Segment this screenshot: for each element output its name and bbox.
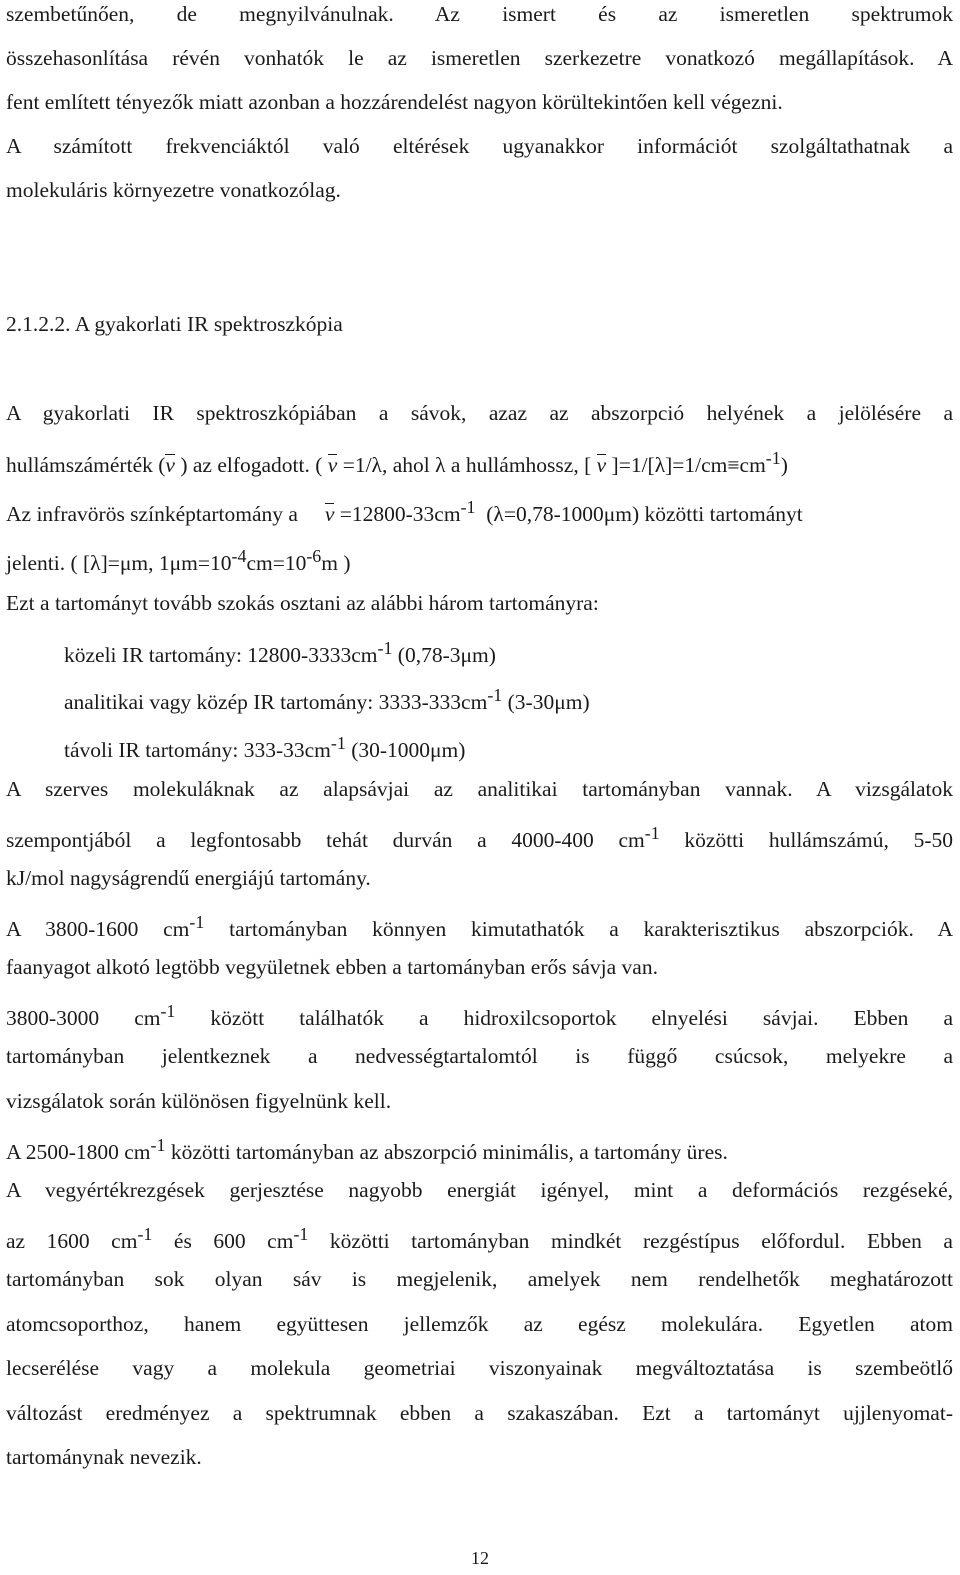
text-line: tartománynak nevezik. — [6, 1445, 202, 1469]
text-line: kJ/mol nagyságrendű energiájú tartomány. — [6, 866, 371, 890]
text-line: az 1600 $cm^{-1}$ és 600 $cm^{-1}$ közötti tartományban mindkét rezgéstípus előfordul. Ebben a — [6, 1224, 953, 1254]
text-line: összehasonlítása révén vonhatók le az ismeretlen szerkezetre vonatkozó megállapítások. A — [6, 46, 953, 70]
text-line: Ezt a tartományt tovább szokás osztani az alábbi három tartományra: — [6, 591, 599, 615]
text-line: A gyakorlati IR spektroszkópiában a sávok, azaz az abszorpció helyének a jelölésére a — [6, 401, 953, 425]
text-line: vizsgálatok során különösen figyelnünk kell. — [6, 1089, 392, 1113]
list-item: közeli IR tartomány: $12800-3333cm^{-1}$ (0,78-3μm) — [64, 638, 496, 668]
list-item: távoli IR tartomány: $333-33cm^{-1}$ (30-1000μm) — [64, 733, 466, 763]
text-line: szembetűnően, de megnyilvánulnak. Az ismert és az ismeretlen spektrumok — [6, 2, 953, 26]
text-line: 3800-3000 $cm^{-1}$ között találhatók a hidroxilcsoportok elnyelési sávjai. Ebben a — [6, 1001, 953, 1031]
list-item: analitikai vagy közép IR tartomány: $3333-333cm^{-1}$ (3-30μm) — [64, 685, 590, 715]
text-line: hullámszámérték (ν ) az elfogadott. ( ν =1/λ, ahol λ a hullámhossz, [ ν ]$=1/[\lambda]=1/cm\equiv cm^{-1}$) — [6, 448, 788, 478]
nu-symbol: ν — [165, 453, 175, 478]
nu-symbol: ν — [596, 453, 607, 478]
text-line: A 2500-1800 $cm^{-1}$ közötti tartományban az abszorpció minimális, a tartomány üres. — [6, 1135, 728, 1165]
text-line: fent említett tényezők miatt azonban a hozzárendelést nagyon körültekintően kell végezni. — [6, 90, 783, 114]
text-line: A szerves molekuláknak az alapsávjai az analitikai tartományban vannak. A vizsgálatok — [6, 777, 953, 801]
text-line: tartományban jelentkeznek a nedvességtartalomtól is függő csúcsok, melyekre a — [6, 1044, 953, 1068]
text-line: jelenti. ( [λ]=μm, $1\mu m=10^{-4}cm=10^{-6}m$ ) — [6, 546, 351, 576]
text-line: molekuláris környezetre vonatkozólag. — [6, 178, 341, 202]
text-line: szempontjából a legfontosabb tehát durván a 4000-400 $cm^{-1}$ közötti hullámszámú, 5-50 — [6, 823, 953, 853]
text-line: tartományban sok olyan sáv is megjelenik, amelyek nem rendelhetők meghatározott — [6, 1267, 953, 1291]
text-line: változást eredményez a spektrumnak ebben a szakaszában. Ezt a tartományt ujjlenyomat- — [6, 1401, 953, 1425]
page-number: 12 — [471, 1548, 489, 1568]
nu-symbol: ν — [324, 502, 335, 527]
text-line: A 3800-1600 $cm^{-1}$ tartományban könnyen kimutathatók a karakterisztikus abszorpciók. A — [6, 912, 953, 942]
text-line: faanyagot alkotó legtöbb vegyületnek ebben a tartományban erős sávja van. — [6, 955, 658, 979]
text-line: A vegyértékrezgések gerjesztése nagyobb energiát igényel, mint a deformációs rezgéseké, — [6, 1178, 953, 1202]
text-line: A számított frekvenciáktól való eltérések ugyanakkor információt szolgáltathatnak a — [6, 134, 953, 158]
text-line: lecserélése vagy a molekula geometriai viszonyainak megváltoztatása is szembeötlő — [6, 1356, 953, 1380]
text-line: Az infravörös színképtartomány a $\nu =12800-33cm^{-1}$ (λ=0,78-1000μm) közötti tartományt — [6, 497, 803, 527]
section-heading: 2.1.2.2. A gyakorlati IR spektroszkópia — [6, 312, 343, 336]
nu-symbol: ν — [327, 453, 338, 478]
text-line: atomcsoporthoz, hanem együttesen jellemzők az egész molekulára. Egyetlen atom — [6, 1312, 953, 1336]
